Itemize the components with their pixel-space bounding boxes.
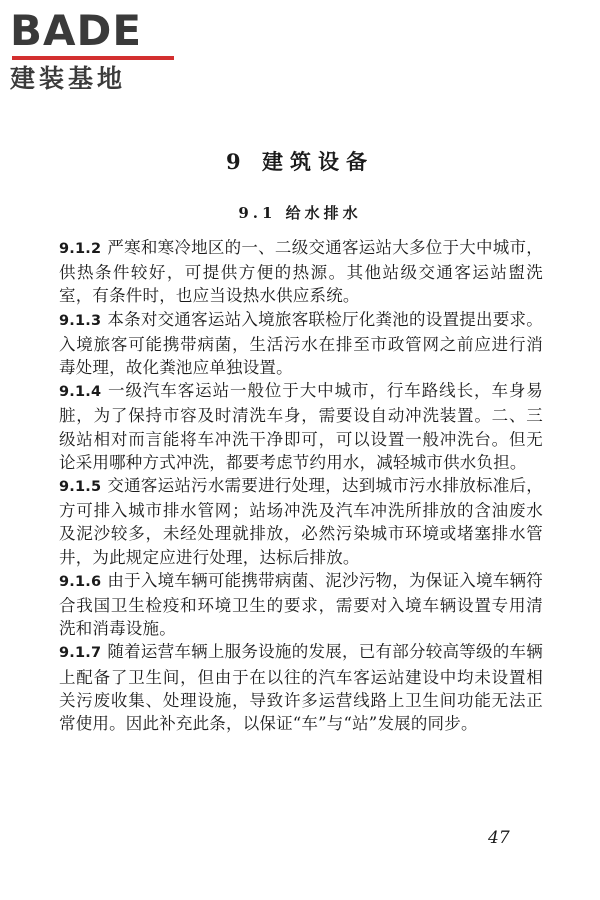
clause-text: 交通客运站污水需要进行处理，达到城市污水排放标准后，方可排入城市排水管网；站场冲洗及汽车冲洗所排放的含油废水及泥沙较多，未经处理就排放，必然污染城市环境或堵塞排水管井，为此规定应进行处理，达标后排放。: [59, 476, 543, 567]
clause-number: 9.1.7: [59, 645, 102, 662]
clause-text: 由于入境车辆可能携带病菌、泥沙污物，为保证入境车辆符合我国卫生检疫和环境卫生的要求，需要对入境车辆设置专用清洗和消毒设施。: [59, 570, 543, 639]
clause-9-1-6: [59, 569, 543, 641]
clause-9-1-3: [59, 308, 543, 380]
clause-number: 9.1.2: [59, 241, 102, 257]
clause-text: 随着运营车辆上服务设施的发展，已有部分较高等级的车辆上配备了卫生间，但由于在以往的汽车客运站建设中均未设置相关污废收集、处理设施，导致许多运营线路上卫生间功能无法正常使用。因此补充此条，以保证“车”与“站”发展的同步。: [59, 642, 543, 734]
clause-number: 9.1.6: [59, 573, 102, 590]
clause-9-1-2: [59, 236, 543, 308]
clause-9-1-5: [59, 474, 543, 569]
clause-text: 严寒和寒冷地区的一、二级交通客运站大多位于大中城市，供热条件较好，可提供方便的热源。其他站级交通客运站盥洗室，有条件时，也应当设热水供应系统。: [59, 238, 543, 306]
section-title: 9.1 给水排水: [238, 204, 362, 222]
clause-number: 9.1.4: [59, 384, 102, 401]
page-number: 47: [488, 828, 510, 848]
chapter-title: 9 建筑设备: [226, 149, 374, 174]
logo-wordmark: BADE: [10, 6, 143, 55]
clause-text: 一级汽车客运站一般位于大中城市，行车路线长，车身易脏，为了保持市容及时清洗车身，需要设自动冲洗装置。二、三级站相对而言能将车冲洗干净即可，可以设置一般冲洗台。但无论采用哪种方式冲洗，都要考虑节约用水，减轻城市供水负担。: [59, 381, 543, 472]
logo-red-rule: [12, 56, 174, 60]
clause-text: 本条对交通客运站入境旅客联检厅化粪池的设置提出要求。入境旅客可能携带病菌，生活污水在排至市政管网之前应进行消毒处理，故化粪池应单独设置。: [59, 309, 543, 378]
clause-9-1-4: [59, 379, 543, 474]
clause-9-1-7: [59, 640, 543, 735]
logo-subtitle: 建装基地: [10, 64, 127, 93]
clause-number: 9.1.3: [59, 312, 102, 329]
document-body: [59, 236, 543, 735]
bade-logo: [10, 8, 180, 94]
clause-number: 9.1.5: [59, 479, 102, 496]
